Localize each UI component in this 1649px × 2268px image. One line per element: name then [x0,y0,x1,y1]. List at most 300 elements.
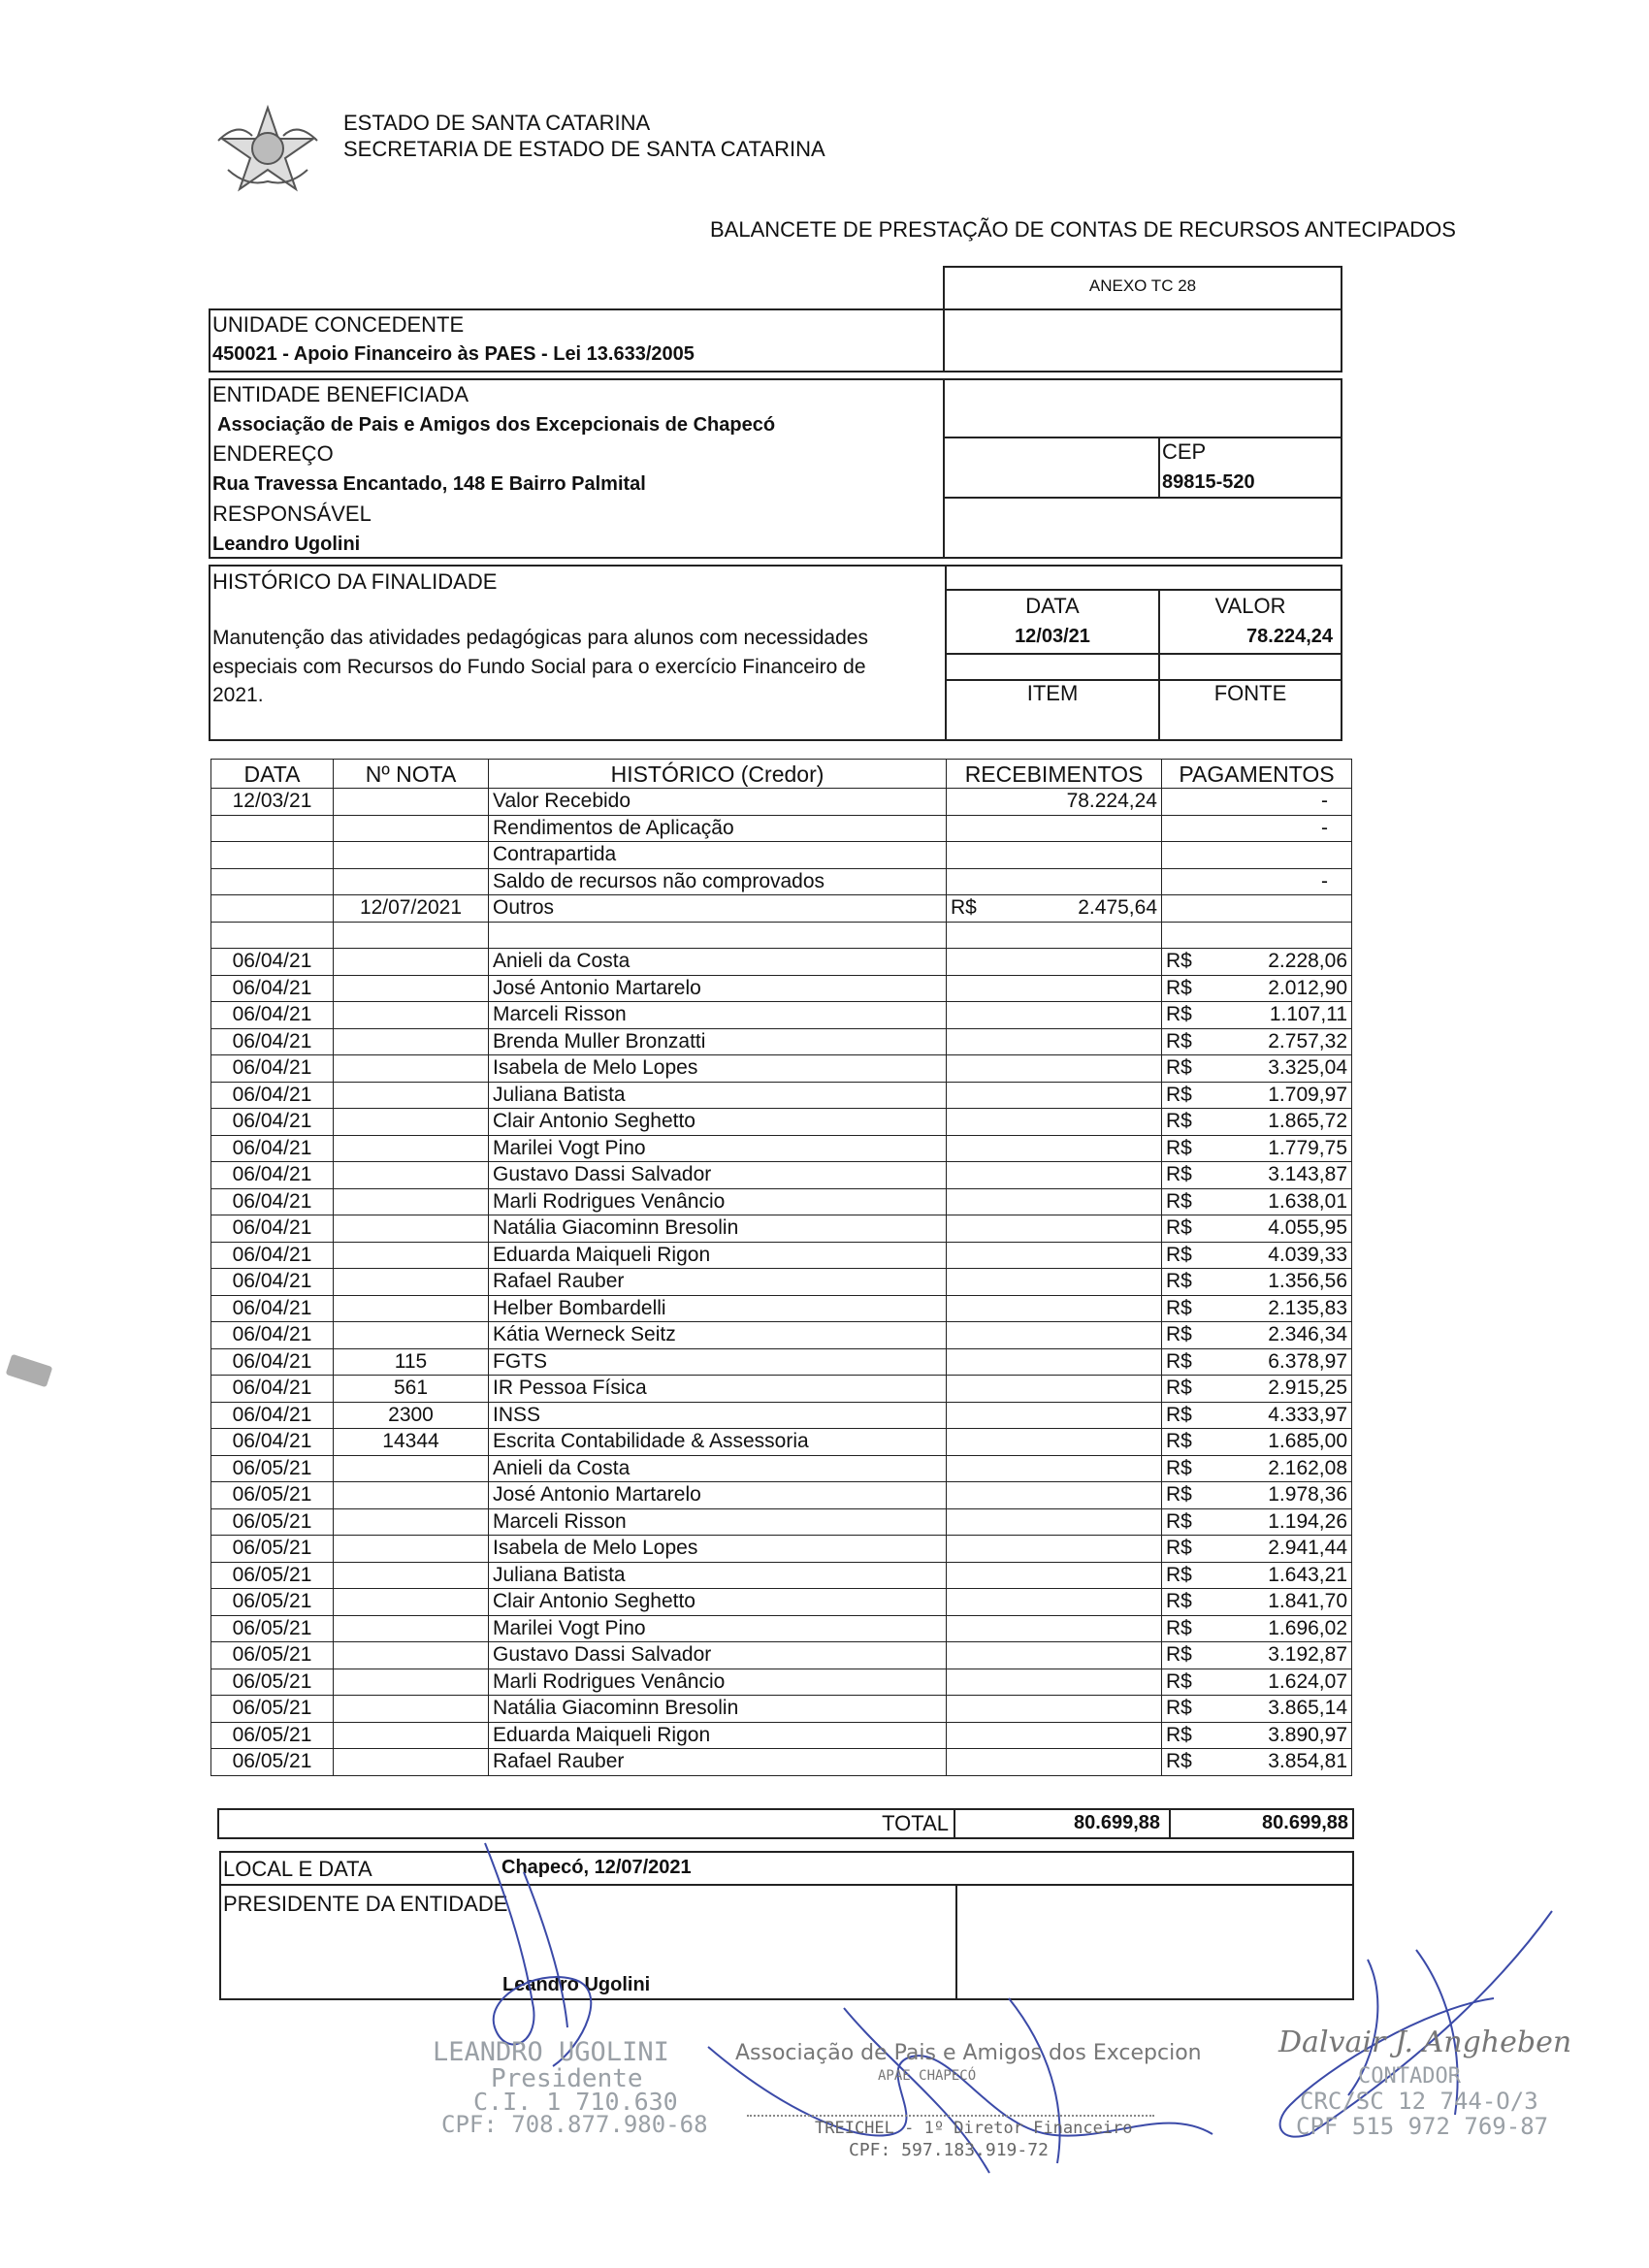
currency-symbol: R$ [1166,1563,1192,1586]
row-recebimento [947,1749,1162,1776]
stamp-director-role: TREICHEL - 1º Diretor Financeiro [815,2119,1133,2138]
row-date: 06/04/21 [211,1376,334,1403]
row-date: 06/05/21 [211,1589,334,1616]
stamp-accountant-cpf: CPF 515 972 769-87 [1296,2113,1549,2140]
fonte-label: FONTE [1213,681,1287,705]
row-historico: Marceli Risson [489,1002,947,1029]
ledger-row [211,1615,1352,1642]
amount: 1.696,02 [1268,1616,1347,1639]
row-recebimento [947,1002,1162,1029]
row-date [211,815,334,842]
row-historico: FGTS [489,1348,947,1376]
row-recebimento [947,1295,1162,1322]
row-nota: 115 [334,1348,489,1376]
row-historico: Helber Bombardelli [489,1295,947,1322]
currency-symbol: R$ [1166,1403,1192,1426]
unidade-label: UNIDADE CONCEDENTE [212,312,465,337]
ledger-row [211,815,1352,842]
col-header-data: DATA [211,760,334,789]
ledger-row [211,842,1352,869]
currency-symbol: R$ [1166,1509,1192,1533]
data-label: DATA [1025,594,1080,618]
row-recebimento [947,1028,1162,1055]
row-recebimento [947,868,1162,895]
row-nota [334,1055,489,1083]
row-nota [334,868,489,895]
stamp-association-name: Associação de Pais e Amigos dos Excepcion [735,2041,1202,2065]
ledger-row [211,922,1352,949]
row-pagamento [1162,1482,1352,1509]
stamp-president-ci: C.I. 1 710.630 [473,2088,678,2116]
ledger-row [211,1322,1352,1349]
row-historico: Clair Antonio Seghetto [489,1109,947,1136]
row-pagamento [1162,1562,1352,1589]
amount: 1.685,00 [1268,1430,1347,1453]
currency-symbol: R$ [1166,1003,1192,1026]
row-pagamento [1162,1722,1352,1749]
amount: 3.865,14 [1268,1697,1347,1720]
currency-symbol: R$ [1166,1349,1192,1373]
stamp-president-name: LEANDRO UGOLINI [433,2037,669,2067]
row-date: 06/04/21 [211,1055,334,1083]
row-pagamento [1162,895,1352,923]
currency-symbol: R$ [1166,1323,1192,1346]
row-nota [334,949,489,976]
row-nota [334,1135,489,1162]
row-pagamento [1162,1589,1352,1616]
row-date: 06/04/21 [211,1429,334,1456]
row-nota [334,1562,489,1589]
row-recebimento [947,1562,1162,1589]
responsavel-value: Leandro Ugolini [212,534,361,555]
ledger-row [211,868,1352,895]
ledger-row [211,1589,1352,1616]
amount: 1.194,26 [1268,1509,1347,1533]
amount: 2.346,34 [1268,1323,1347,1346]
ledger-row [211,1055,1352,1083]
presidente-label: PRESIDENTE DA ENTIDADE [223,1892,508,1916]
ledger-row [211,1696,1352,1723]
col-header-nota: Nº NOTA [334,760,489,789]
row-date [211,868,334,895]
row-date: 06/04/21 [211,1295,334,1322]
row-nota [334,1508,489,1536]
row-historico: Juliana Batista [489,1562,947,1589]
amount: 2.757,32 [1268,1029,1347,1053]
amount: 3.325,04 [1268,1056,1347,1080]
row-date: 06/04/21 [211,975,334,1002]
row-pagamento [1162,1322,1352,1349]
ledger-row [211,1642,1352,1669]
row-pagamento [1162,1295,1352,1322]
row-pagamento [1162,1508,1352,1536]
historico-line1: Manutenção das atividades pedagógicas para alunos com necessidades [212,627,868,649]
ledger-row [211,1135,1352,1162]
scan-mark [6,1354,53,1388]
row-nota [334,815,489,842]
currency-symbol: R$ [1166,1243,1192,1266]
row-historico: Natália Giacominn Bresolin [489,1215,947,1243]
total-label: TOTAL [882,1811,949,1835]
row-nota: 14344 [334,1429,489,1456]
row-date: 06/04/21 [211,1188,334,1215]
row-historico: Eduarda Maiqueli Rigon [489,1722,947,1749]
row-historico: Marceli Risson [489,1508,947,1536]
row-historico: Marilei Vogt Pino [489,1615,947,1642]
row-recebimento [947,895,1162,923]
row-date [211,895,334,923]
col-header-recebimentos: RECEBIMENTOS [947,760,1162,789]
row-date: 06/05/21 [211,1669,334,1696]
ledger-row [211,1002,1352,1029]
row-nota [334,1322,489,1349]
row-pagamento [1162,1536,1352,1563]
amount: 2.475,64 [1078,896,1157,920]
local-label: LOCAL E DATA [223,1857,372,1881]
row-date: 06/04/21 [211,1348,334,1376]
currency-symbol: R$ [1166,1029,1192,1053]
ledger-row [211,1028,1352,1055]
row-pagamento [1162,1696,1352,1723]
currency-symbol: R$ [1166,1643,1192,1667]
ledger-header-row [211,760,1352,789]
row-nota [334,1536,489,1563]
row-nota [334,1589,489,1616]
row-pagamento [1162,1348,1352,1376]
row-pagamento [1162,1269,1352,1296]
row-pagamento [1162,1055,1352,1083]
row-recebimento [947,1188,1162,1215]
valor-value: 78.224,24 [1246,626,1333,647]
ledger-row [211,1722,1352,1749]
row-historico: Marli Rodrigues Venâncio [489,1669,947,1696]
ledger-row [211,1429,1352,1456]
ledger-row [211,1242,1352,1269]
currency-symbol: R$ [1166,1483,1192,1507]
row-recebimento [947,1589,1162,1616]
currency-symbol: R$ [1166,1456,1192,1479]
amount: 1.779,75 [1268,1136,1347,1159]
row-pagamento [1162,1028,1352,1055]
row-historico [489,922,947,949]
row-nota: 2300 [334,1402,489,1429]
endereco-value: Rua Travessa Encantado, 148 E Bairro Palmital [212,473,646,495]
state-name: ESTADO DE SANTA CATARINA [343,111,651,135]
ledger-row [211,1402,1352,1429]
ledger-row [211,1536,1352,1563]
row-nota [334,1455,489,1482]
row-nota [334,1242,489,1269]
annex-label: ANEXO TC 28 [1088,276,1197,295]
ledger-row [211,1188,1352,1215]
row-recebimento [947,949,1162,976]
row-recebimento [947,815,1162,842]
ledger-row [211,975,1352,1002]
amount: 3.192,87 [1268,1643,1347,1667]
amount: 4.333,97 [1268,1403,1347,1426]
responsavel-label: RESPONSÁVEL [212,502,372,526]
row-historico: Juliana Batista [489,1082,947,1109]
row-recebimento [947,1322,1162,1349]
row-pagamento [1162,1215,1352,1243]
ledger-row [211,1508,1352,1536]
valor-label: VALOR [1214,594,1286,618]
row-historico: IR Pessoa Física [489,1376,947,1403]
endereco-label: ENDEREÇO [212,441,334,466]
amount: 2.228,06 [1268,950,1347,973]
col-header-pagamentos: PAGAMENTOS [1162,760,1352,789]
row-nota [334,1188,489,1215]
ledger-row [211,1269,1352,1296]
row-recebimento [947,1055,1162,1083]
row-recebimento [947,975,1162,1002]
currency-symbol: R$ [1166,950,1192,973]
currency-symbol: R$ [1166,976,1192,999]
row-recebimento [947,1696,1162,1723]
row-recebimento [947,1215,1162,1243]
row-historico: Anieli da Costa [489,949,947,976]
historico-line2: especiais com Recursos do Fundo Social para o exercício Financeiro de [212,656,866,678]
row-historico: Natália Giacominn Bresolin [489,1696,947,1723]
currency-symbol: R$ [1166,1189,1192,1213]
row-recebimento [947,1455,1162,1482]
amount: 2.012,90 [1268,976,1347,999]
stamp-president-role: Presidente [491,2064,643,2093]
currency-symbol: R$ [1166,1750,1192,1773]
row-pagamento [1162,1002,1352,1029]
row-pagamento: - [1162,868,1352,895]
row-date: 06/04/21 [211,1322,334,1349]
row-pagamento [1162,1402,1352,1429]
data-value: 12/03/21 [1015,626,1090,647]
row-nota [334,1109,489,1136]
row-pagamento: - [1162,789,1352,816]
row-date: 06/04/21 [211,1002,334,1029]
amount: 1.841,70 [1268,1590,1347,1613]
row-date: 06/04/21 [211,1402,334,1429]
row-recebimento [947,922,1162,949]
amount: 1.624,07 [1268,1669,1347,1693]
currency-symbol: R$ [951,896,977,920]
amount: 2.162,08 [1268,1456,1347,1479]
row-historico: Marilei Vogt Pino [489,1135,947,1162]
row-recebimento [947,1109,1162,1136]
secretariat-name: SECRETARIA DE ESTADO DE SANTA CATARINA [343,137,825,161]
currency-symbol: R$ [1166,1723,1192,1746]
currency-symbol: R$ [1166,1163,1192,1186]
stamp-president-cpf: CPF: 708.877.980-68 [441,2111,708,2138]
row-date: 06/04/21 [211,1162,334,1189]
row-historico: Anieli da Costa [489,1455,947,1482]
row-historico: José Antonio Martarelo [489,975,947,1002]
currency-symbol: R$ [1166,1697,1192,1720]
row-recebimento [947,1242,1162,1269]
currency-symbol: R$ [1166,1216,1192,1240]
row-pagamento [1162,1615,1352,1642]
row-pagamento [1162,1188,1352,1215]
ledger-row [211,1562,1352,1589]
amount: 6.378,97 [1268,1349,1347,1373]
row-date: 06/04/21 [211,1135,334,1162]
row-historico: Gustavo Dassi Salvador [489,1642,947,1669]
col-header-historico: HISTÓRICO (Credor) [489,760,947,789]
document-title: BALANCETE DE PRESTAÇÃO DE CONTAS DE RECURSOS ANTECIPADOS [710,217,1456,242]
presidente-name: Leandro Ugolini [502,1974,651,1995]
row-pagamento [1162,1242,1352,1269]
row-nota [334,789,489,816]
row-historico: Saldo de recursos não comprovados [489,868,947,895]
row-recebimento [947,1162,1162,1189]
row-pagamento [1162,922,1352,949]
row-pagamento [1162,1082,1352,1109]
amount: 1.865,72 [1268,1110,1347,1133]
row-nota [334,1722,489,1749]
row-historico: Eduarda Maiqueli Rigon [489,1242,947,1269]
row-nota: 561 [334,1376,489,1403]
amount: 1.978,36 [1268,1483,1347,1507]
amount: 2.941,44 [1268,1537,1347,1560]
coat-of-arms-emblem [209,102,327,194]
cep-value: 89815-520 [1162,471,1255,493]
historico-line3: 2021. [212,684,264,706]
ledger-row [211,1669,1352,1696]
row-pagamento [1162,1135,1352,1162]
row-recebimento [947,1402,1162,1429]
row-historico: Escrita Contabilidade & Assessoria [489,1429,947,1456]
row-recebimento: 78.224,24 [947,789,1162,816]
stamp-accountant-crc: CRC/SC 12 744-O/3 [1300,2088,1538,2115]
row-pagamento [1162,1429,1352,1456]
ledger-row [211,949,1352,976]
currency-symbol: R$ [1166,1296,1192,1319]
currency-symbol: R$ [1166,1590,1192,1613]
currency-symbol: R$ [1166,1430,1192,1453]
stamp-accountant-role: CONTADOR [1358,2064,1461,2089]
row-nota [334,842,489,869]
currency-symbol: R$ [1166,1616,1192,1639]
total-recebimentos: 80.699,88 [1074,1812,1160,1833]
row-date: 06/05/21 [211,1642,334,1669]
row-recebimento [947,842,1162,869]
row-nota [334,1669,489,1696]
amount: 1.643,21 [1268,1563,1347,1586]
row-pagamento [1162,975,1352,1002]
row-nota [334,1082,489,1109]
row-pagamento [1162,1162,1352,1189]
row-date: 06/05/21 [211,1562,334,1589]
row-recebimento [947,1642,1162,1669]
row-date: 06/04/21 [211,1082,334,1109]
row-date: 06/05/21 [211,1508,334,1536]
row-date: 06/05/21 [211,1482,334,1509]
row-nota [334,1295,489,1322]
row-pagamento [1162,1669,1352,1696]
row-date: 12/03/21 [211,789,334,816]
item-label: ITEM [1026,681,1079,705]
row-historico: Rendimentos de Aplicação [489,815,947,842]
row-recebimento [947,1082,1162,1109]
row-recebimento [947,1348,1162,1376]
row-pagamento: - [1162,815,1352,842]
row-recebimento [947,1536,1162,1563]
currency-symbol: R$ [1166,1377,1192,1400]
row-date: 06/05/21 [211,1615,334,1642]
row-historico: Marli Rodrigues Venâncio [489,1188,947,1215]
row-date: 06/04/21 [211,949,334,976]
row-pagamento [1162,842,1352,869]
row-pagamento [1162,949,1352,976]
currency-symbol: R$ [1166,1056,1192,1080]
entidade-value: Associação de Pais e Amigos dos Excepcionais de Chapecó [217,414,776,436]
row-pagamento [1162,1749,1352,1776]
ledger-row [211,1215,1352,1243]
row-nota [334,1615,489,1642]
row-nota [334,1002,489,1029]
row-recebimento [947,1429,1162,1456]
row-historico: Rafael Rauber [489,1749,947,1776]
row-date: 06/05/21 [211,1722,334,1749]
row-pagamento [1162,1642,1352,1669]
amount: 3.854,81 [1268,1750,1347,1773]
amount: 1.356,56 [1268,1270,1347,1293]
row-nota [334,1749,489,1776]
row-pagamento [1162,1455,1352,1482]
row-nota: 12/07/2021 [334,895,489,923]
row-nota [334,1162,489,1189]
historico-label: HISTÓRICO DA FINALIDADE [212,569,498,594]
ledger-row [211,789,1352,816]
amount: 4.039,33 [1268,1243,1347,1266]
ledger-row [211,1109,1352,1136]
ledger-row [211,1348,1352,1376]
row-date: 06/04/21 [211,1269,334,1296]
row-date: 06/05/21 [211,1455,334,1482]
cep-label: CEP [1162,439,1207,464]
row-date: 06/04/21 [211,1242,334,1269]
row-date: 06/04/21 [211,1028,334,1055]
amount: 2.135,83 [1268,1296,1347,1319]
row-recebimento [947,1669,1162,1696]
row-nota [334,1482,489,1509]
currency-symbol: R$ [1166,1083,1192,1106]
footer-box [219,1851,1354,2000]
ledger-table [210,759,1352,1776]
amount: 2.915,25 [1268,1377,1347,1400]
row-nota [334,1269,489,1296]
row-date: 06/05/21 [211,1749,334,1776]
row-recebimento [947,1508,1162,1536]
row-historico: Kátia Werneck Seitz [489,1322,947,1349]
row-date: 06/05/21 [211,1696,334,1723]
row-historico: Valor Recebido [489,789,947,816]
row-historico: José Antonio Martarelo [489,1482,947,1509]
currency-symbol: R$ [1166,1537,1192,1560]
entidade-label: ENTIDADE BENEFICIADA [212,382,469,406]
row-historico: Isabela de Melo Lopes [489,1055,947,1083]
row-nota [334,1028,489,1055]
row-recebimento [947,1135,1162,1162]
row-date [211,842,334,869]
row-recebimento [947,1482,1162,1509]
ledger-row [211,1749,1352,1776]
ledger-row [211,1376,1352,1403]
row-date: 06/04/21 [211,1215,334,1243]
ledger-row [211,1455,1352,1482]
ledger-row [211,1295,1352,1322]
row-recebimento [947,1722,1162,1749]
row-historico: Brenda Muller Bronzatti [489,1028,947,1055]
amount: 3.143,87 [1268,1163,1347,1186]
